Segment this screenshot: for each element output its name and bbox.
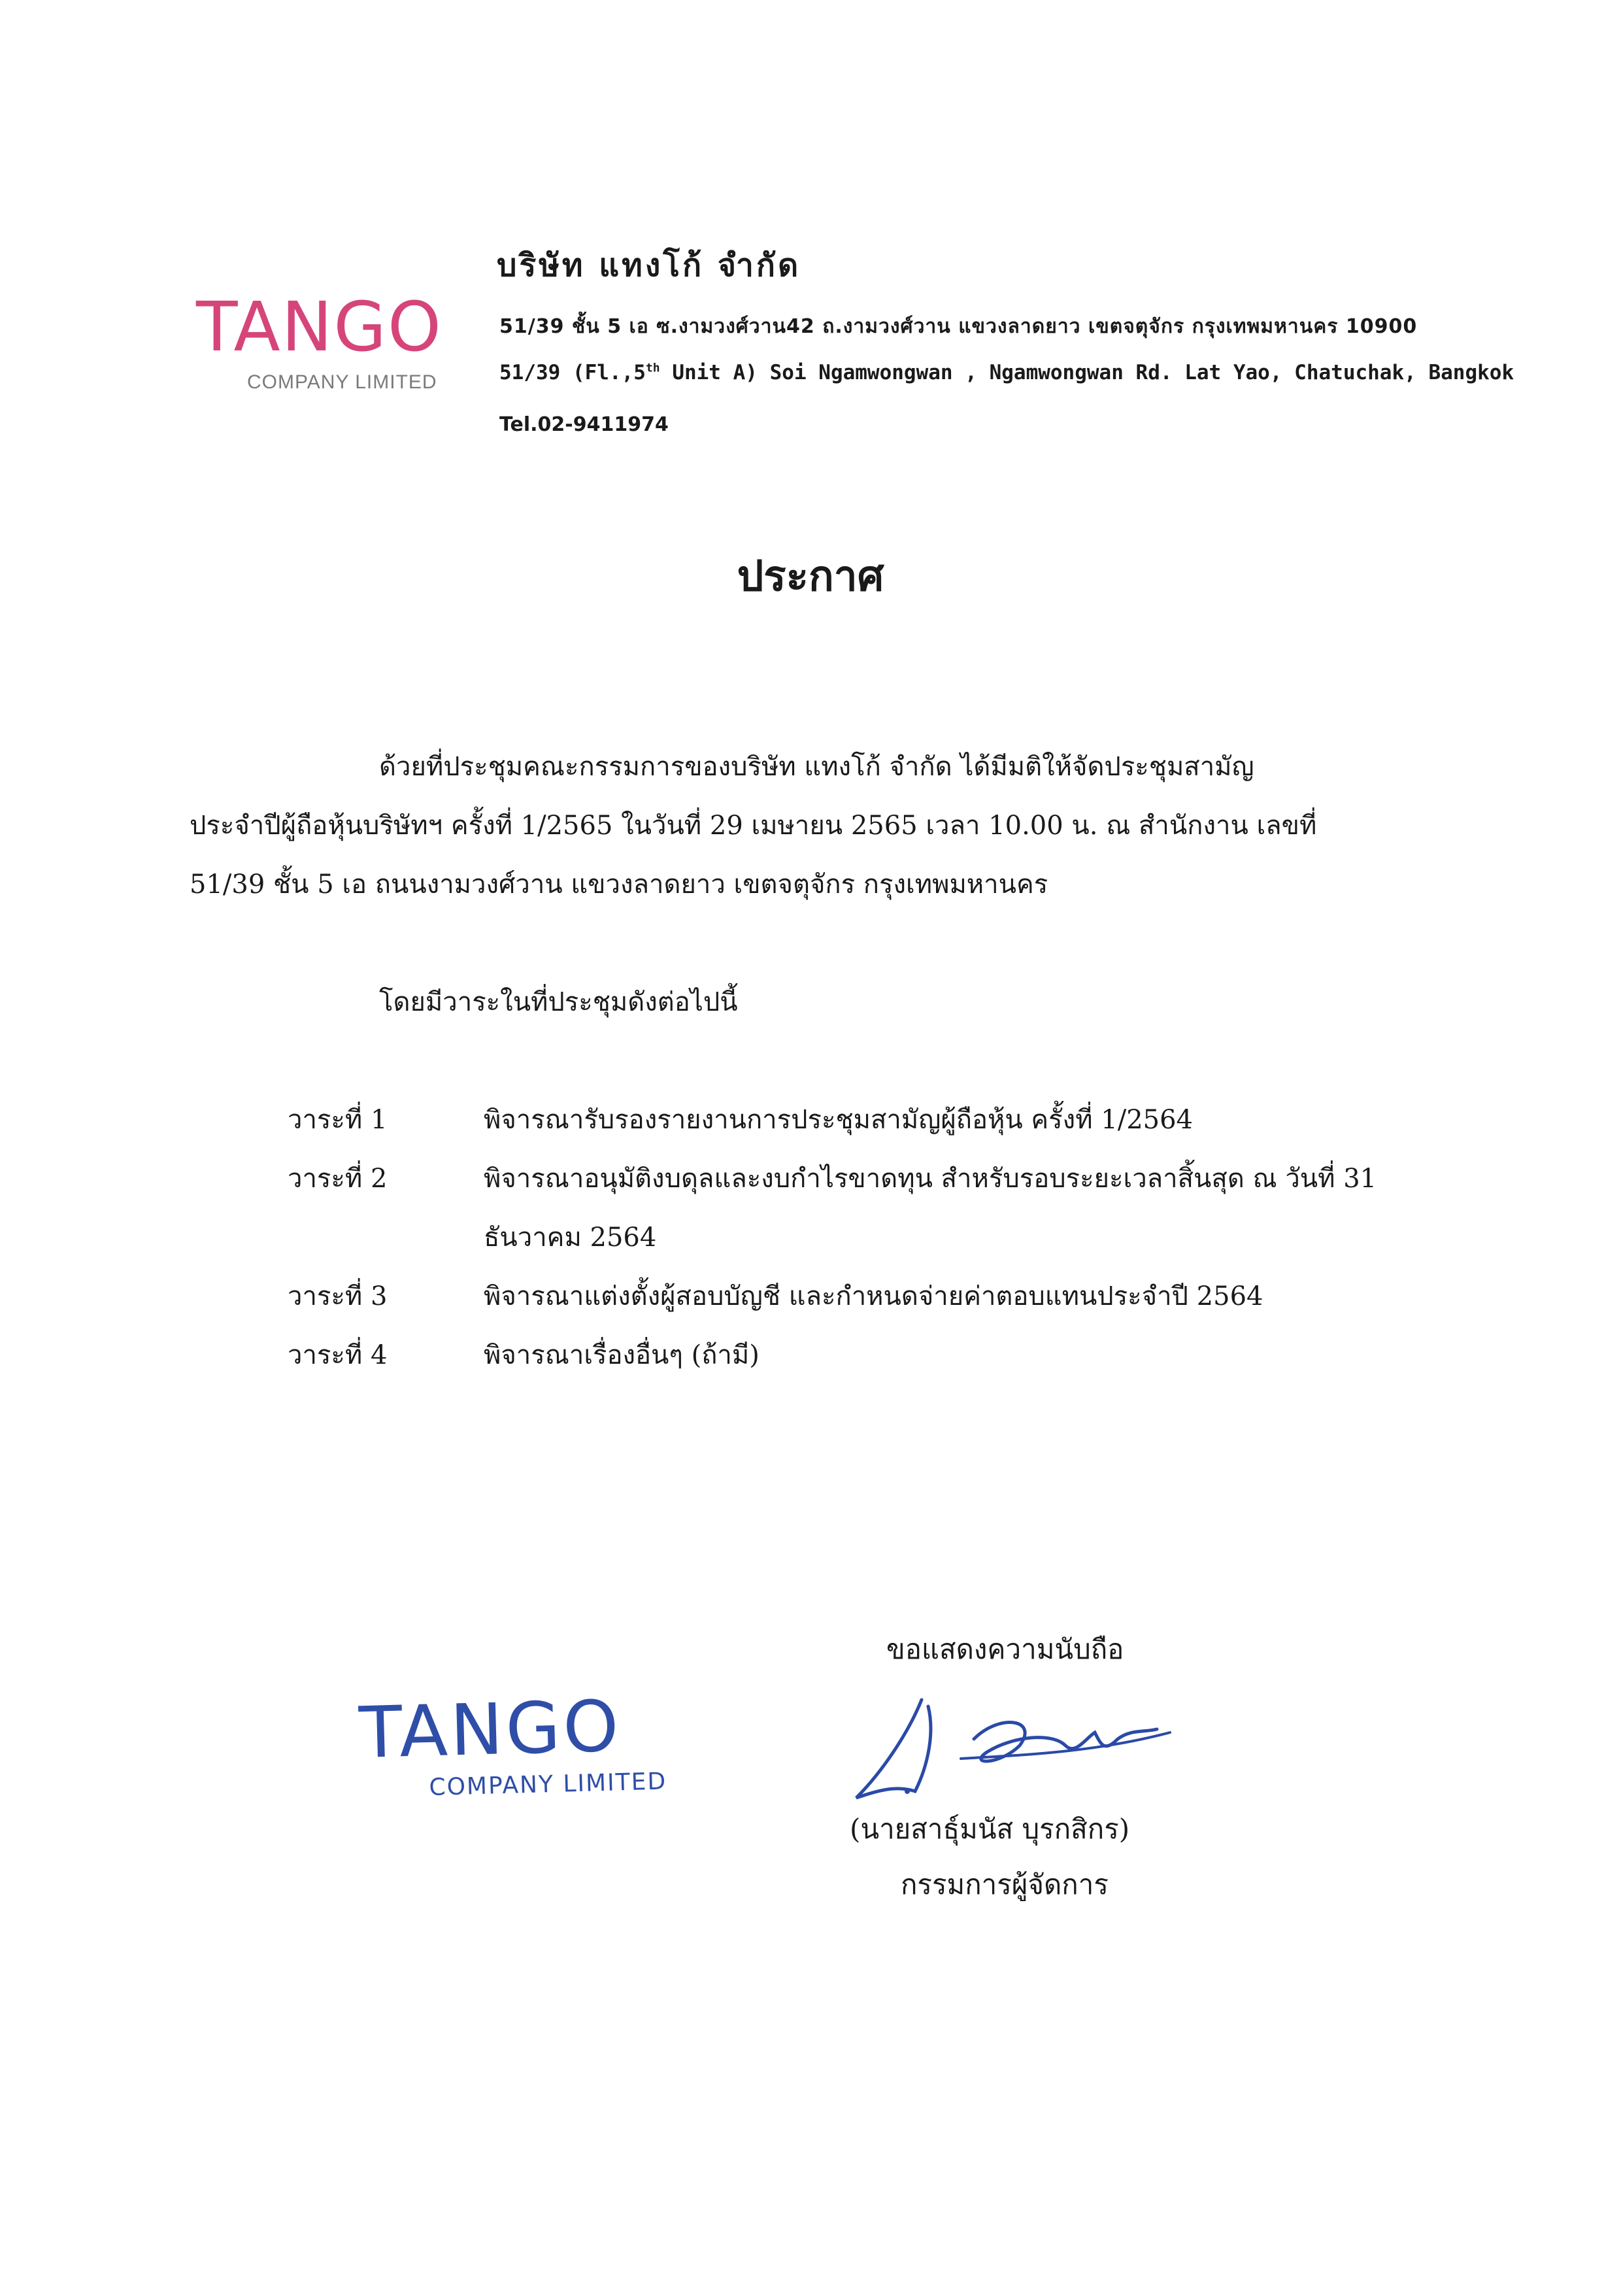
agenda-label-1: วาระที่ 1 <box>288 1105 388 1135</box>
signature <box>843 1693 1183 1814</box>
agenda-text-4: พิจารณาเรื่องอื่นๆ (ถ้ามี) <box>484 1340 760 1370</box>
address-english-suffix: Unit A) Soi Ngamwongwan , Ngamwongwan Rd. Lat Yao, Chatuchak, Bangkok <box>660 361 1514 384</box>
signer-position: กรรมการผู้จัดการ <box>901 1868 1109 1900</box>
company-stamp: TANGO <box>358 1685 622 1774</box>
body-paragraph-line-3: 51/39 ชั้น 5 เอ ถนนงามวงศ์วาน แขวงลาดยาว เขตจตุจักร กรุงเทพมหานคร <box>190 869 1048 900</box>
company-name: บริษัท แทงโก้ จำกัด <box>497 247 801 284</box>
agenda-text-3: พิจารณาแต่งตั้งผู้สอบบัญชี และกำหนดจ่ายค่าตอบแทนประจำปี 2564 <box>484 1281 1263 1311</box>
document-title: ประกาศ <box>737 552 884 601</box>
agenda-text-2-continued: ธันวาคม 2564 <box>484 1223 657 1253</box>
agenda-text-2: พิจารณาอนุมัติงบดุลและงบกำไรขาดทุน สำหรับรอบระยะเวลาสิ้นสุด ณ วันที่ 31 <box>484 1164 1377 1194</box>
company-logo-subtitle: COMPANY LIMITED <box>247 371 437 393</box>
address-thai: 51/39 ชั้น 5 เอ ซ.งามวงศ์วาน42 ถ.งามวงศ์วาน แขวงลาดยาว เขตจตุจักร กรุงเทพมหานคร 10900 <box>499 315 1418 338</box>
signature-graphic <box>843 1693 1183 1811</box>
address-english-sup: th <box>645 361 660 375</box>
agenda-intro: โดยมีวาระในที่ประชุมดังต่อไปนี้ <box>379 987 738 1017</box>
agenda-label-3: วาระที่ 3 <box>288 1281 388 1311</box>
agenda-label-4: วาระที่ 4 <box>288 1340 388 1370</box>
telephone: Tel.02-9411974 <box>499 413 669 436</box>
agenda-label-2: วาระที่ 2 <box>288 1164 388 1194</box>
body-paragraph-line-1: ด้วยที่ประชุมคณะกรรมการของบริษัท แทงโก้ จำกัด ได้มีมติให้จัดประชุมสามัญ <box>379 752 1254 782</box>
body-paragraph-line-2: ประจำปีผู้ถือหุ้นบริษัทฯ ครั้งที่ 1/2565 ในวันที่ 29 เมษายน 2565 เวลา 10.00 น. ณ สำนักงาน เลขที่ <box>190 811 1317 841</box>
address-english <box>499 361 1514 384</box>
closing-regards: ขอแสดงความนับถือ <box>886 1633 1124 1665</box>
company-logo: TANGO <box>196 287 443 367</box>
signer-name: (นายสาธุ์มนัส บุรกสิกร) <box>850 1813 1130 1845</box>
company-stamp-subtitle: COMPANY LIMITED <box>429 1768 667 1801</box>
address-english-prefix: 51/39 (Fl.,5 <box>499 361 646 384</box>
agenda-text-1: พิจารณารับรองรายงานการประชุมสามัญผู้ถือหุ้น ครั้งที่ 1/2564 <box>484 1105 1193 1135</box>
